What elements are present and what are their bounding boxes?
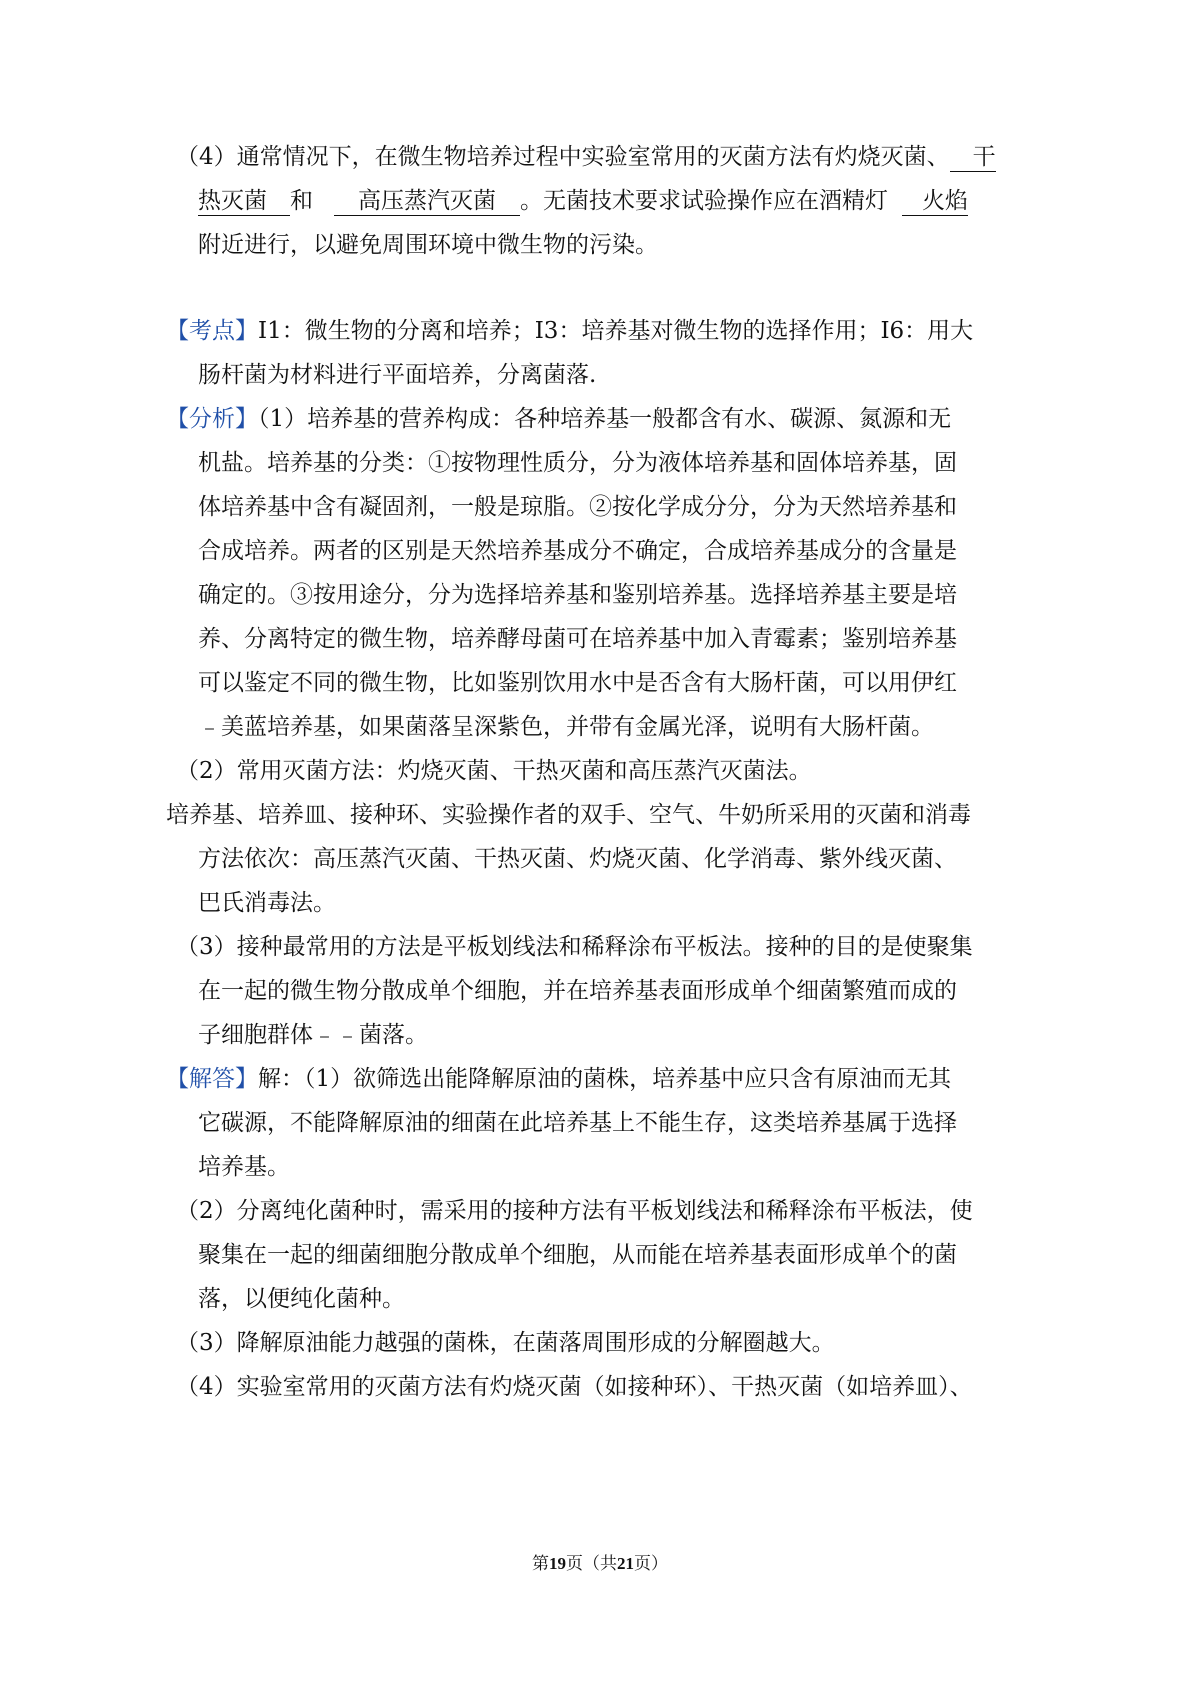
jieda-p3-line bbox=[176, 1327, 835, 1359]
jieda-p2-text-2: 聚集在一起的细菌细胞分散成单个细胞，从而能在培养基表面形成单个的菌 bbox=[198, 1242, 957, 1268]
fenxi-text-4: 合成培养。两者的区别是天然培养基成分不确定，合成培养基成分的含量是 bbox=[198, 538, 957, 564]
jieda-p2-text: （2）分离纯化菌种时，需采用的接种方法有平板划线法和稀释涂布平板法，使 bbox=[176, 1198, 973, 1224]
fenxi-p3-text-3: 子细胞群体﹣﹣菌落。 bbox=[198, 1022, 428, 1048]
jieda-text: 解：（1）欲筛选出能降解原油的菌株，培养基中应只含有原油而无其 bbox=[258, 1066, 952, 1092]
kaodian-line-2 bbox=[198, 359, 596, 391]
fenxi-line-6 bbox=[198, 623, 957, 655]
q4-blank-2: 高压蒸汽灭菌 bbox=[334, 187, 520, 216]
jieda-text-3: 培养基。 bbox=[198, 1154, 290, 1180]
q4-text: （4）通常情况下，在微生物培养过程中实验室常用的灭菌方法有灼烧灭菌、 bbox=[176, 144, 950, 170]
footer-pre: 第 bbox=[532, 1554, 549, 1574]
fenxi-line-2 bbox=[198, 447, 957, 479]
kaodian-tag: 【考点】 bbox=[166, 318, 258, 344]
fenxi-text-6: 养、分离特定的微生物，培养酵母菌可在培养基中加入青霉素；鉴别培养基 bbox=[198, 626, 957, 652]
q4-text-2: 。无菌技术要求试验操作应在酒精灯 bbox=[520, 188, 888, 214]
fenxi-line-8 bbox=[198, 711, 934, 743]
fenxi-p3-text: （3）接种最常用的方法是平板划线法和稀释涂布平板法。接种的目的是使聚集 bbox=[176, 934, 973, 960]
fenxi-text-8: ﹣美蓝培养基，如果菌落呈深紫色，并带有金属光泽，说明有大肠杆菌。 bbox=[198, 714, 934, 740]
jieda-p2-line-2 bbox=[198, 1239, 957, 1271]
q4-line-1 bbox=[176, 141, 996, 173]
jieda-p2-line-3 bbox=[198, 1283, 405, 1315]
fenxi-p2-text-3: 方法依次：高压蒸汽灭菌、干热灭菌、灼烧灭菌、化学消毒、紫外线灭菌、 bbox=[198, 846, 957, 872]
fenxi-p2-line-4 bbox=[198, 887, 336, 919]
fenxi-p2-line-1 bbox=[176, 755, 812, 787]
page-number: 19 bbox=[549, 1554, 566, 1573]
jieda-line-3 bbox=[198, 1151, 290, 1183]
jieda-p3-text: （3）降解原油能力越强的菌株，在菌落周围形成的分解圈越大。 bbox=[176, 1330, 835, 1356]
q4-blank-3: 火焰 bbox=[902, 187, 968, 216]
fenxi-text-2: 机盐。培养基的分类：①按物理性质分，分为液体培养基和固体培养基，固 bbox=[198, 450, 957, 476]
jieda-text-2: 它碳源，不能降解原油的细菌在此培养基上不能生存，这类培养基属于选择 bbox=[198, 1110, 957, 1136]
jieda-p2-text-3: 落，以便纯化菌种。 bbox=[198, 1286, 405, 1312]
jieda-tag: 【解答】 bbox=[166, 1066, 258, 1092]
fenxi-text-5: 确定的。③按用途分，分为选择培养基和鉴别培养基。选择培养基主要是培 bbox=[198, 582, 957, 608]
q4-blank-1a: 干 bbox=[950, 143, 996, 172]
jieda-p2-line-1 bbox=[176, 1195, 973, 1227]
q4-blank-1b: 热灭菌 bbox=[198, 187, 290, 216]
kaodian-text: I1：微生物的分离和培养；I3：培养基对微生物的选择作用；I6：用大 bbox=[258, 318, 974, 344]
fenxi-text-3: 体培养基中含有凝固剂，一般是琼脂。②按化学成分分，分为天然培养基和 bbox=[198, 494, 957, 520]
fenxi-line-3 bbox=[198, 491, 957, 523]
fenxi-tag: 【分析】 bbox=[166, 406, 258, 432]
q4-and: 和 bbox=[290, 188, 313, 214]
fenxi-p3-line-3 bbox=[198, 1019, 428, 1051]
q4-line-3 bbox=[198, 229, 658, 261]
jieda-p4-line bbox=[176, 1371, 973, 1403]
fenxi-line-7 bbox=[198, 667, 957, 699]
page-footer bbox=[0, 1552, 1200, 1576]
jieda-line-1 bbox=[166, 1063, 951, 1095]
fenxi-p2-line-3 bbox=[198, 843, 957, 875]
fenxi-p3-line-1 bbox=[176, 931, 973, 963]
q4-line-2 bbox=[198, 185, 968, 217]
fenxi-p2-text-4: 巴氏消毒法。 bbox=[198, 890, 336, 916]
page-total: 21 bbox=[617, 1554, 634, 1573]
jieda-line-2 bbox=[198, 1107, 957, 1139]
fenxi-p2-line-2 bbox=[166, 799, 971, 831]
kaodian-text-2: 肠杆菌为材料进行平面培养，分离菌落. bbox=[198, 362, 597, 388]
kaodian-line-1 bbox=[166, 315, 973, 347]
q4-text-3: 附近进行，以避免周围环境中微生物的污染。 bbox=[198, 232, 658, 258]
fenxi-p2-text: （2）常用灭菌方法：灼烧灭菌、干热灭菌和高压蒸汽灭菌法。 bbox=[176, 758, 812, 784]
footer-mid: 页（共 bbox=[566, 1554, 617, 1574]
fenxi-p2-text-2: 培养基、培养皿、接种环、实验操作者的双手、空气、牛奶所采用的灭菌和消毒 bbox=[166, 802, 971, 828]
fenxi-text: （1）培养基的营养构成：各种培养基一般都含有水、碳源、氮源和无 bbox=[258, 406, 952, 432]
footer-post: 页） bbox=[634, 1554, 668, 1574]
fenxi-line-4 bbox=[198, 535, 957, 567]
fenxi-p3-line-2 bbox=[198, 975, 957, 1007]
fenxi-text-7: 可以鉴定不同的微生物，比如鉴别饮用水中是否含有大肠杆菌，可以用伊红 bbox=[198, 670, 957, 696]
fenxi-line-1 bbox=[166, 403, 951, 435]
fenxi-line-5 bbox=[198, 579, 957, 611]
fenxi-p3-text-2: 在一起的微生物分散成单个细胞，并在培养基表面形成单个细菌繁殖而成的 bbox=[198, 978, 957, 1004]
jieda-p4-text: （4）实验室常用的灭菌方法有灼烧灭菌（如接种环）、干热灭菌（如培养皿）、 bbox=[176, 1374, 973, 1400]
